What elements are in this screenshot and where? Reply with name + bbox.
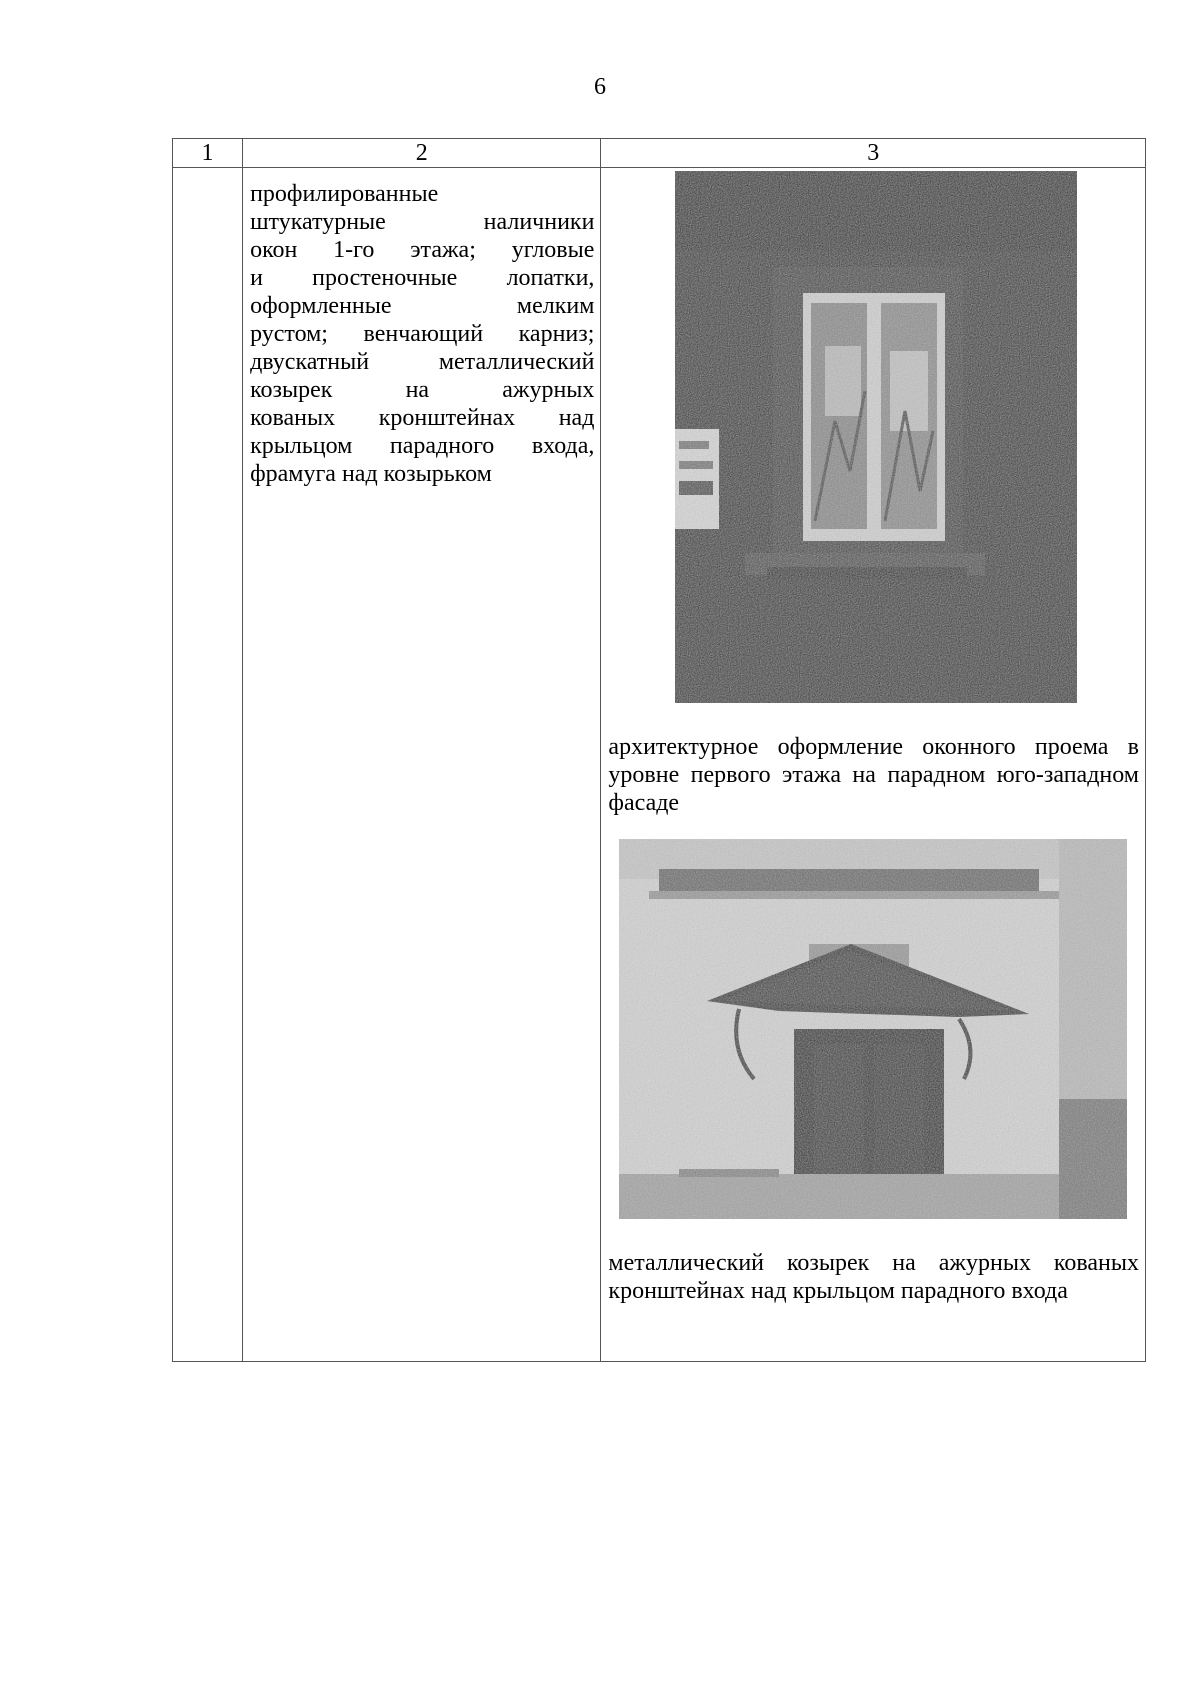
page-number: 6: [594, 74, 606, 100]
table-row: [173, 168, 1146, 1362]
description-line: штукатурные наличники: [250, 209, 595, 235]
header-col-2: 2: [243, 139, 601, 168]
description-line: двускатный металлический: [250, 349, 595, 375]
description-line: профилированные: [250, 181, 439, 207]
description-text: [243, 168, 600, 488]
description-line: и простеночные лопатки,: [250, 265, 595, 291]
description-line: крыльцом парадного входа,: [250, 433, 595, 459]
description-cell: [243, 168, 601, 1362]
header-col-3: 3: [601, 139, 1146, 168]
table-header-row: [173, 139, 1146, 168]
description-line: окон 1-го этажа; угловые: [250, 237, 595, 263]
canopy-photo-caption: металлический козырек на ажурных кованых кронштейнах над крыльцом парадного входа: [608, 1250, 1139, 1304]
heritage-table: [172, 138, 1146, 1362]
description-line: фрамуга над козырьком: [250, 461, 492, 487]
description-line: рустом; венчающий карниз;: [250, 321, 595, 347]
row-number-cell: [173, 168, 243, 1362]
canopy-photo: [619, 839, 1127, 1219]
description-line: кованых кронштейнах над: [250, 405, 595, 431]
window-photo: [675, 171, 1077, 703]
header-col-1: 1: [173, 139, 243, 168]
description-line: оформленные мелким: [250, 293, 595, 319]
photos-cell: [601, 168, 1146, 1362]
description-line: козырек на ажурных: [250, 377, 595, 403]
window-photo-caption: архитектурное оформление оконного проема в уровне первого этажа на парадном юго-западном фасаде: [608, 734, 1139, 816]
